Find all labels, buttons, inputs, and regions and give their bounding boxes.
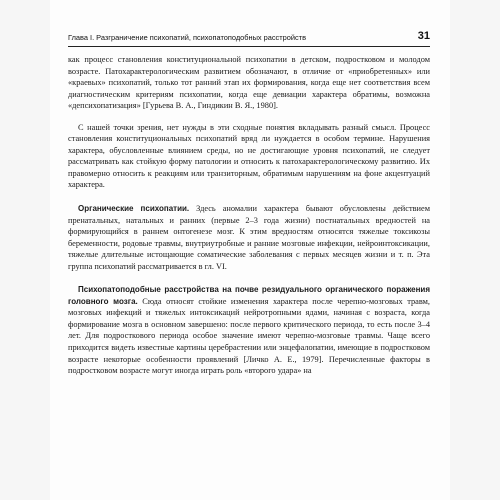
section-lead-organic: Органические психопатии. — [78, 204, 190, 214]
chapter-title: Глава I. Разграничение психопатий, психопатоподобных расстройств — [68, 33, 306, 42]
page-number: 31 — [417, 30, 430, 42]
page-body — [68, 54, 430, 377]
book-page — [50, 0, 450, 500]
paragraph-text: Здесь аномалии характера бывают обусловлены действием пренатальных, натальных и ранних (первые 2–3 года жизни) постнатальных вредностей на формирующийся в раннем онтогенезе мозг. К этим вредностям относятся тяжелые токсикозы беременности, родовые травмы, внутриутробные и ранние мозговые инфекции, нейроинтоксикации, тяжелые длительные истощающие соматические заболевания с первых месяцев жизни и т. п. Эта группа психопатий рассматривается в гл. VI. — [68, 204, 430, 271]
paragraph-continuation: как процесс становления конституциональной психопатии в детском, подростковом и молодом возрасте. Патохарактерологическим развитием обозначают, в отличие от «приобретенных» или «краевых» психопатий, только тот ранний этап их формирования, когда еще нет соответствия всем диагностическим критериям психопатии, когда еще девиации характера обратимы, возможна «депсихопатизация» [Гурьева В. А., Гиндикин В. Я., 1980]. — [68, 55, 430, 111]
paragraph-text: Сюда относят стойкие изменения характера после черепно-мозговых травм, мозговых инфекций и тяжелых интоксикаций нейротропными ядами, начиная с возраста, когда формирование мозга в основном завершено: после первого критического периода, то есть после 3–4 лет. Для подросткового периода особое значение имеют черепно-мозговые травмы. Чаще всего приходится видеть известные картины церебрастении или энцефалопатии, имеющие в подростковом возрасте некоторые особенности проявлений [Личко А. Е., 1979]. Перечисленные факторы в подростковом возрасте могут иногда играть роль «второго удара» на — [68, 296, 431, 376]
paragraph-organic-psychopathies — [68, 203, 430, 272]
section-lead-residual: Психопатоподобные расстройства на почве резидуального органического поражения головного мозга. — [68, 285, 430, 306]
paragraph-residual-organic — [68, 284, 430, 376]
running-header — [68, 32, 430, 47]
paragraph-opinion: С нашей точки зрения, нет нужды в эти сходные понятия вкладывать разный смысл. Процесс становления конституциональных психопатий вряд ли нуждается в особом термине. Нарушения характера, обусловленные влиянием среды, но не достигающие уровня психопатий, не следует рассматривать как стойкую форму патологии и относить к патохарактерологическому развитию. Их правомерно относить к реакциям или транзиторным, обратимым нарушениям на фоне акцентуаций характера. — [68, 122, 430, 190]
